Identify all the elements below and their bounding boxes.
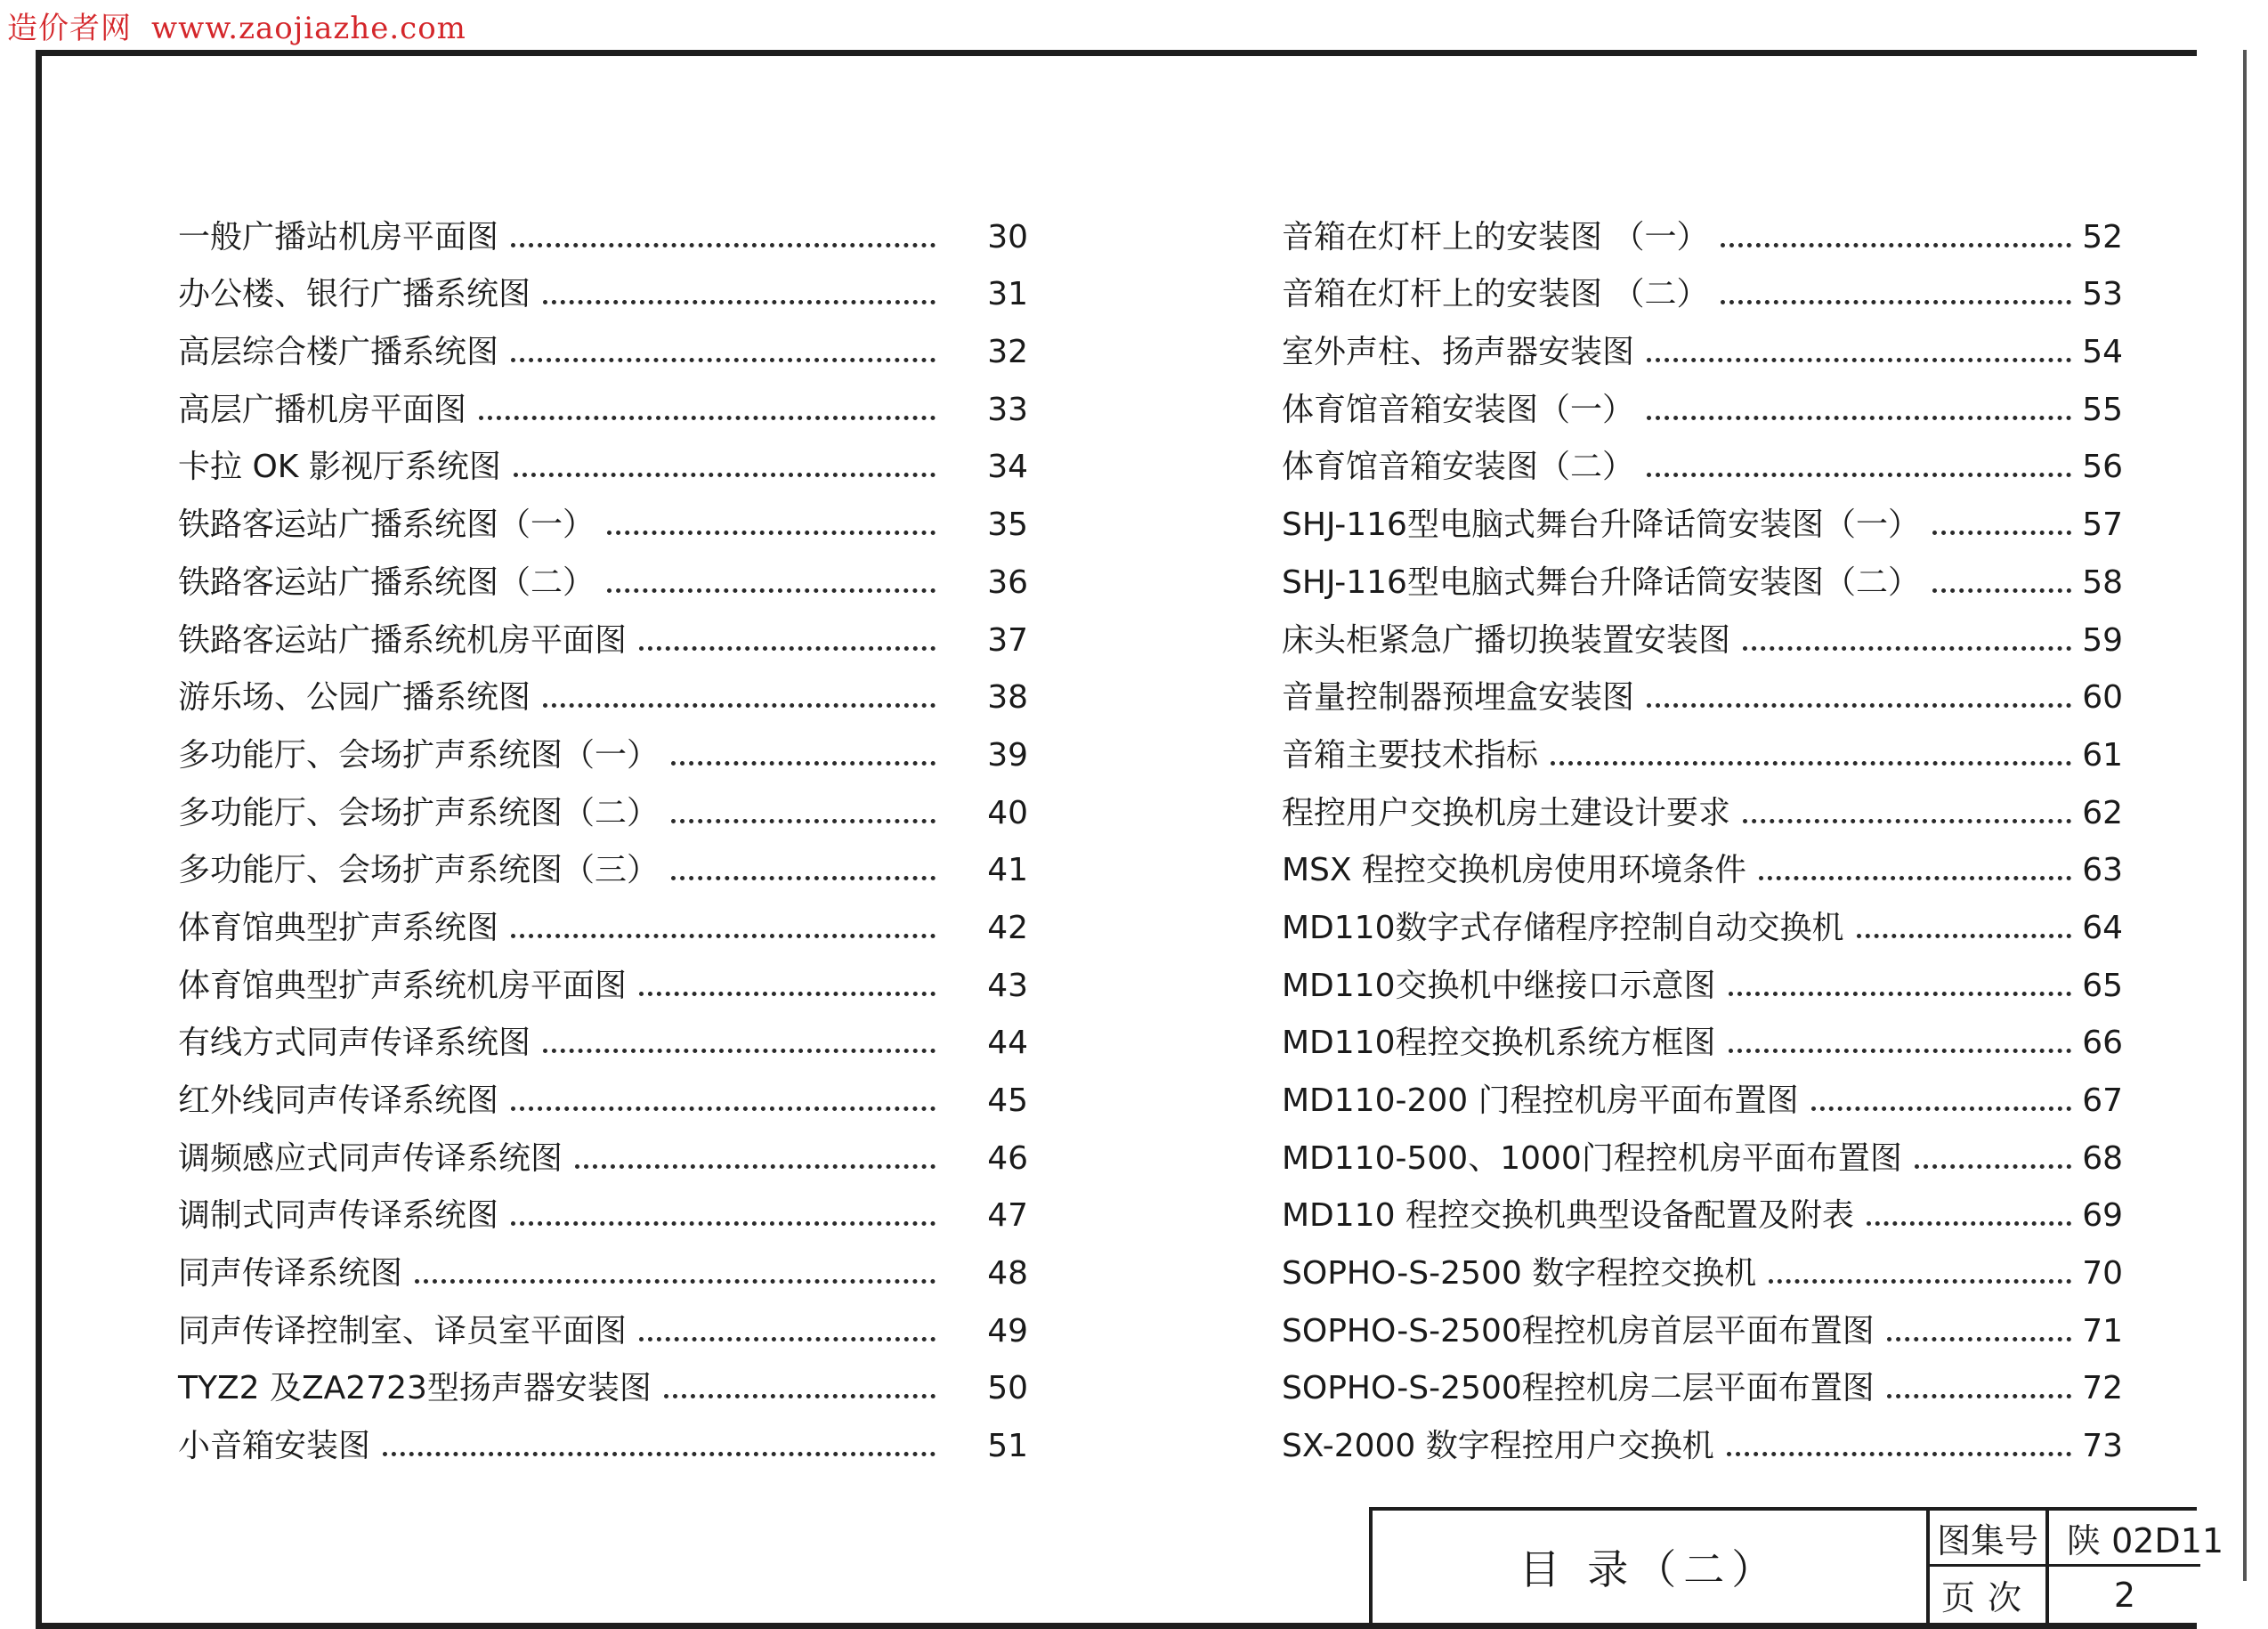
toc-entry-title: MD110 程控交换机典型设备配置及附表 [1282,1197,1854,1235]
toc-leader-dots [1743,646,2071,651]
toc-leader-dots [1867,1221,2071,1226]
toc-leader-dots [664,1394,936,1398]
toc-left-column [178,196,1028,1463]
toc-leader-dots [1743,819,2071,823]
toc-entry [1282,830,2123,887]
toc-entry-title: 多功能厅、会场扩声系统图（二） [178,794,660,831]
toc-entry [178,254,1028,312]
toc-entry [1282,311,2123,369]
toc-entry-title: 调制式同声传译系统图 [178,1197,499,1235]
toc-entry [1282,657,2123,715]
toc-entry-title: 一般广播站机房平面图 [178,218,499,255]
toc-leader-dots [1647,358,2071,362]
toc-entry [1282,1232,2123,1293]
toc-entry-title: SOPHO-S-2500 数字程控交换机 [1282,1255,1757,1293]
title-block-title: 目 录（二） [1373,1511,1930,1623]
toc-entry-title: 多功能厅、会场扩声系统图（一） [178,736,660,774]
toc-entry-title: MD110-500、1000门程控机房平面布置图 [1282,1139,1902,1177]
toc-entry [1282,1175,2123,1233]
toc-entry [178,1002,1028,1060]
toc-entry-page: 72 [2082,1370,2123,1407]
toc-leader-dots [511,1221,936,1226]
toc-entry-page: 69 [2082,1197,2123,1235]
toc-entry-title: 音箱在灯杆上的安装图 （二） [1282,276,1709,313]
toc-entry-title: 有线方式同声传译系统图 [178,1025,531,1062]
toc-leader-dots [479,416,936,420]
toc-entry-title: 同声传译控制室、译员室平面图 [178,1312,628,1349]
toc-entry-page: 36 [987,563,1028,601]
toc-entry [1282,541,2123,599]
watermark [7,4,466,47]
toc-entry-page: 65 [2082,967,2123,1004]
toc-entry-title: SHJ-116型电脑式舞台升降话筒安装图（一） [1282,507,1920,544]
toc-leader-dots [1721,300,2071,304]
toc-entry-page: 34 [987,449,1028,486]
toc-entry [178,657,1028,715]
toc-entry-page: 61 [2082,736,2123,774]
toc-leader-dots [383,1452,936,1456]
toc-leader-dots [1727,1452,2071,1456]
toc-entry-page: 64 [2082,909,2123,946]
toc-leader-dots [1932,531,2071,535]
toc-entry-page: 37 [987,621,1028,659]
title-block [1369,1507,2224,1623]
toc-leader-dots [639,1337,936,1341]
toc-leader-dots [1915,1164,2071,1169]
toc-leader-dots [607,531,936,535]
toc-entry-title: SOPHO-S-2500程控机房首层平面布置图 [1282,1312,1875,1349]
toc-entry-title: SHJ-116型电脑式舞台升降话筒安装图（二） [1282,563,1920,601]
toc-entry-page: 33 [987,391,1028,428]
toc-entry [1282,426,2123,484]
drawing-frame-right-edge [2243,50,2247,1581]
toc-entry-page: 46 [987,1139,1028,1177]
toc-entry-page: 32 [987,334,1028,371]
toc-leader-dots [543,703,936,708]
toc-entry-page: 71 [2082,1312,2123,1349]
toc-leader-dots [1551,761,2071,766]
toc-entry-title: 调频感应式同声传译系统图 [178,1139,563,1177]
toc-leader-dots [1647,416,2071,420]
toc-entry-title: 铁路客运站广播系统机房平面图 [178,621,628,659]
toc-leader-dots [1769,1279,2071,1284]
toc-leader-dots [1887,1394,2071,1398]
toc-entry [178,1405,1028,1463]
toc-entry [178,830,1028,887]
toc-entry-page: 52 [2082,218,2123,255]
toc-entry-title: 铁路客运站广播系统图（一） [178,507,595,544]
toc-entry [1282,369,2123,426]
toc-entry [178,1175,1028,1233]
toc-entry [1282,599,2123,657]
toc-entry-title: SX-2000 数字程控用户交换机 [1282,1428,1714,1465]
toc-entry-title: MD110-200 门程控机房平面布置图 [1282,1082,1799,1119]
toc-entry [1282,887,2123,944]
toc-entry-page: 44 [987,1025,1028,1062]
toc-entry [1282,1348,2123,1406]
atlas-number-value: 陕 02D11 [2049,1511,2200,1567]
toc-entry [178,311,1028,369]
toc-entry-page: 68 [2082,1139,2123,1177]
toc-entry-page: 42 [987,909,1028,946]
toc-entry-page: 55 [2082,391,2123,428]
toc-entry-title: 同声传译系统图 [178,1255,403,1293]
toc-leader-dots [607,588,936,593]
toc-entry-page: 60 [2082,679,2123,717]
toc-leader-dots [1932,588,2071,593]
page-number-label: 页次 [1930,1567,2049,1623]
toc-entry [178,426,1028,484]
toc-entry-title: 小音箱安装图 [178,1428,371,1465]
toc-entry-title: 音箱主要技术指标 [1282,736,1539,774]
toc-entry-page: 30 [987,218,1028,255]
page-number-value: 2 [2113,1575,2136,1615]
toc-entry [178,369,1028,426]
toc-entry-page: 67 [2082,1082,2123,1119]
toc-entry-page: 51 [987,1428,1028,1465]
toc-entry-page: 45 [987,1082,1028,1119]
atlas-number-label: 图集号 [1930,1511,2049,1567]
toc-leader-dots [1887,1337,2071,1341]
toc-entry-page: 56 [2082,449,2123,486]
toc-entry-page: 48 [987,1255,1028,1293]
toc-entry-title: 音箱在灯杆上的安装图 （一） [1282,218,1709,255]
toc-entry [1282,714,2123,772]
toc-leader-dots [511,1106,936,1111]
toc-entry-title: MSX 程控交换机房使用环境条件 [1282,852,1747,889]
toc-entry [178,887,1028,944]
toc-entry-page: 62 [2082,794,2123,831]
toc-entry-title: 铁路客运站广播系统图（二） [178,563,595,601]
toc-entry [178,772,1028,830]
toc-entry [1282,254,2123,312]
toc-leader-dots [1857,934,2072,938]
toc-entry-page: 31 [987,276,1028,313]
toc-entry-page: 39 [987,736,1028,774]
toc-leader-dots [1647,703,2071,708]
toc-leader-dots [639,646,936,651]
toc-leader-dots [639,992,936,996]
toc-entry-title: 床头柜紧急广播切换装置安装图 [1282,621,1731,659]
toc-entry-title: MD110程控交换机系统方框图 [1282,1025,1716,1062]
toc-leader-dots [415,1279,936,1284]
toc-entry [178,1348,1028,1406]
toc-entry-title: 高层综合楼广播系统图 [178,334,499,371]
toc-leader-dots [671,819,936,823]
toc-entry-title: 音量控制器预埋盒安装图 [1282,679,1635,717]
toc-entry [178,1290,1028,1348]
toc-leader-dots [1647,473,2071,477]
toc-entry-page: 54 [2082,334,2123,371]
toc-entry [178,714,1028,772]
toc-entry-title: 体育馆典型扩声系统机房平面图 [178,967,628,1004]
toc-entry [1282,196,2123,254]
toc-entry-page: 47 [987,1197,1028,1235]
toc-entry-title: 室外声柱、扬声器安装图 [1282,334,1635,371]
toc-entry-title: 游乐场、公园广播系统图 [178,679,531,717]
toc-entry [1282,1059,2123,1117]
toc-entry-title: 程控用户交换机房土建设计要求 [1282,794,1731,831]
toc-right-column [1282,196,2123,1463]
toc-entry [1282,1290,2123,1348]
toc-entry-title: 多功能厅、会场扩声系统图（三） [178,852,660,889]
toc-entry-title: 红外线同声传译系统图 [178,1082,499,1119]
toc-entry-title: 卡拉 OK 影视厅系统图 [178,449,501,486]
toc-leader-dots [543,300,936,304]
watermark-url: www.zaojiazhe.com [151,11,466,46]
toc-entry [1282,1405,2123,1463]
toc-entry-page: 66 [2082,1025,2123,1062]
toc-entry-page: 70 [2082,1255,2123,1293]
toc-leader-dots [511,934,936,938]
toc-entry-page: 41 [987,852,1028,889]
toc-entry [1282,1117,2123,1175]
toc-leader-dots [1729,992,2072,996]
toc-entry-title: SOPHO-S-2500程控机房二层平面布置图 [1282,1370,1875,1407]
toc-leader-dots [1759,876,2071,880]
toc-leader-dots [671,761,936,766]
toc-entry-page: 38 [987,679,1028,717]
toc-entry [178,541,1028,599]
toc-leader-dots [511,358,936,362]
toc-entry-page: 73 [2082,1428,2123,1465]
toc-leader-dots [575,1164,936,1169]
toc-entry [1282,483,2123,544]
toc-leader-dots [543,1049,936,1053]
toc-entry-title: 体育馆音箱安装图（二） [1282,449,1635,486]
toc-entry-page: 40 [987,794,1028,831]
toc-entry-title: 办公楼、银行广播系统图 [178,276,531,313]
toc-leader-dots [1811,1106,2071,1111]
toc-leader-dots [511,243,936,247]
toc-entry [178,196,1028,254]
toc-entry-page: 35 [987,507,1028,544]
toc-leader-dots [671,876,936,880]
toc-entry [1282,1002,2123,1060]
toc-entry-page: 49 [987,1312,1028,1349]
toc-entry [178,1059,1028,1117]
toc-leader-dots [1721,243,2071,247]
toc-entry-title: 体育馆音箱安装图（一） [1282,391,1635,428]
toc-entry-title: TYZ2 及ZA2723型扬声器安装图 [178,1370,652,1407]
toc-entry [178,599,1028,657]
toc-entry-title: 体育馆典型扩声系统图 [178,909,499,946]
toc-entry [178,1117,1028,1175]
toc-entry-page: 57 [2082,507,2123,544]
toc-entry-page: 59 [2082,621,2123,659]
toc-entry-page: 50 [987,1370,1028,1407]
toc-entry [178,1232,1028,1293]
watermark-name: 造价者网 [7,11,132,46]
toc-entry-page: 53 [2082,276,2123,313]
toc-entry-title: 高层广播机房平面图 [178,391,467,428]
toc-entry [178,483,1028,544]
toc-entry [1282,772,2123,830]
toc-entry-title: MD110交换机中继接口示意图 [1282,967,1716,1004]
toc-entry-page: 63 [2082,852,2123,889]
toc-entry-page: 43 [987,967,1028,1004]
toc-entry [1282,944,2123,1002]
toc-entry [178,944,1028,1002]
toc-leader-dots [1729,1049,2072,1053]
toc-leader-dots [514,473,936,477]
toc-entry-title: MD110数字式存储程序控制自动交换机 [1282,909,1844,946]
toc-entry-page: 58 [2082,563,2123,601]
